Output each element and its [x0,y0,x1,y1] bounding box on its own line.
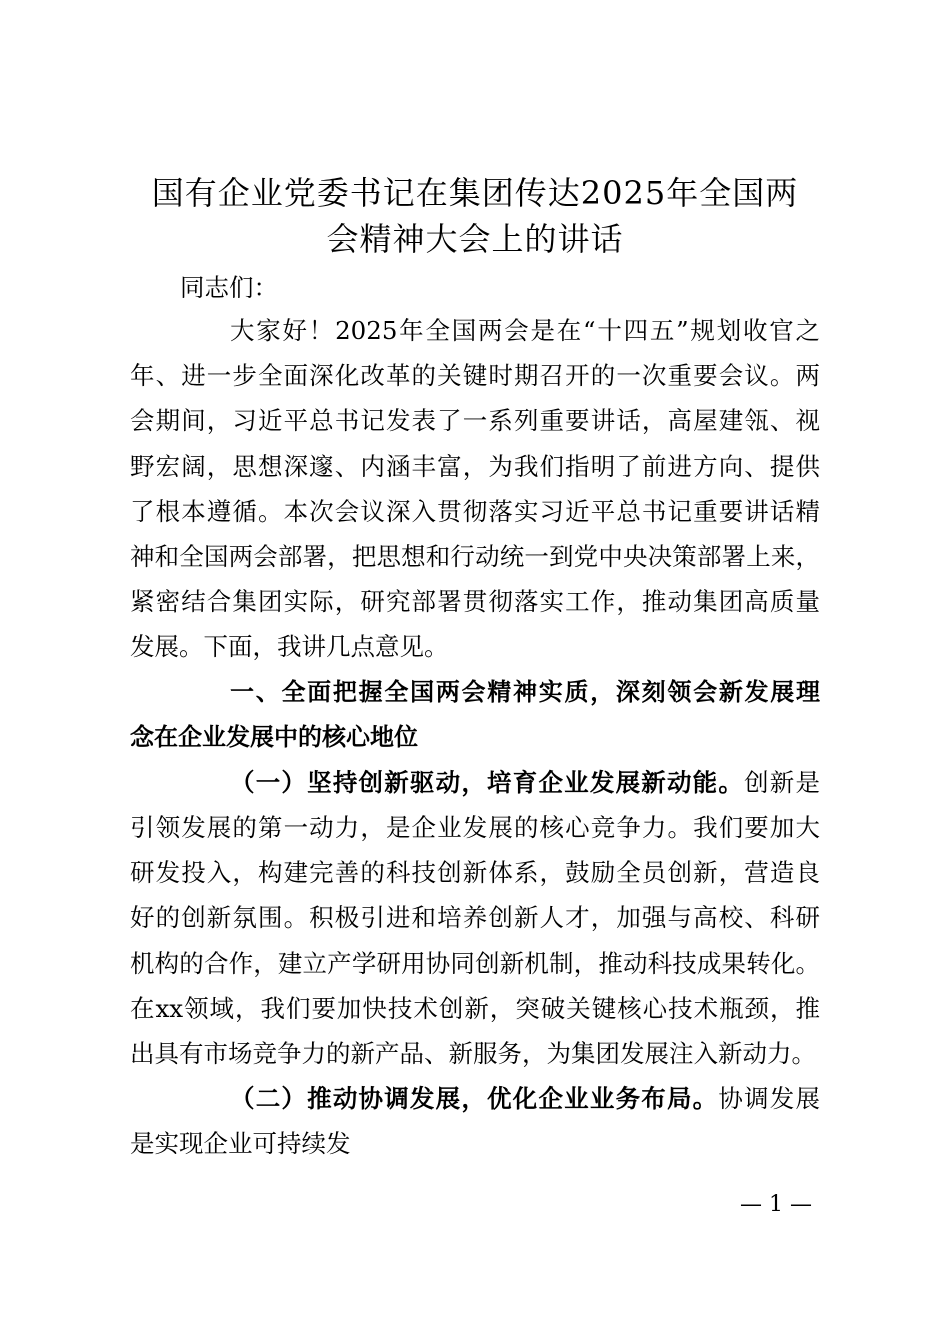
heading-line: 一、全面把握全国两会精神实质，深刻领会新发展理 [230,677,820,706]
text-line: 研发投入，构建完善的科技创新体系，鼓励全员创新，营造良 [130,858,820,888]
section-heading-1 [130,670,820,760]
page-number: — 1 — [740,1192,812,1217]
text-line [130,760,820,805]
salutation: 同志们： [180,273,278,302]
text-line: 野宏阔，思想深邃、内涵丰富，为我们指明了前进方向、提供 [130,451,820,481]
text-line: 年、进一步全面深化改革的关键时期召开的一次重要会议。两 [130,361,820,391]
title-line-1: 国有企业党委书记在集团传达2025年全国两 [151,174,799,212]
text-line: 引领发展的第一动力，是企业发展的核心竞争力。我们要加大 [130,813,820,843]
document-title [125,170,825,262]
text-line: 是实现企业可持续发 [130,1129,351,1159]
text-line: 紧密结合集团实际，研究部署贯彻落实工作，推动集团高质量 [130,587,820,617]
text-line: 会期间，习近平总书记发表了一系列重要讲话，高屋建瓴、视 [130,406,820,436]
text-line: 出具有市场竞争力的新产品、新服务，为集团发展注入新动力。 [130,1039,816,1068]
document-body [130,268,820,1167]
subsection-paragraph-1 [130,760,820,1076]
subsection-lead: （一）坚持创新驱动，培育企业发展新动能。 [230,767,745,797]
text-line: 神和全国两会部署，把思想和行动统一到党中央决策部署上来， [130,541,820,571]
text-span: 协调发展 [718,1084,821,1114]
text-line: 好的创新氛围。积极引进和培养创新人才，加强与高校、科研 [130,903,820,933]
text-line [130,1076,820,1121]
text-line: 了根本遵循。本次会议深入贯彻落实习近平总书记重要讲话精 [130,496,820,526]
text-line: 发展。下面，我讲几点意见。 [130,632,449,662]
text-line: 在xx领域，我们要加快技术创新，突破关键核心技术瓶颈，推 [130,993,820,1023]
subsection-lead: （二）推动协调发展，优化企业业务布局。 [230,1084,719,1114]
heading-line: 念在企业发展中的核心地位 [130,722,418,751]
subsection-paragraph-2 [130,1076,820,1166]
intro-paragraph [130,308,820,670]
text-span: 创新是 [744,767,821,797]
title-line-2: 会精神大会上的讲话 [326,220,624,258]
text-line: 大家好！2025年全国两会是在“十四五”规划收官之 [230,316,820,345]
text-line: 机构的合作，建立产学研用协同创新机制，推动科技成果转化。 [130,948,820,978]
